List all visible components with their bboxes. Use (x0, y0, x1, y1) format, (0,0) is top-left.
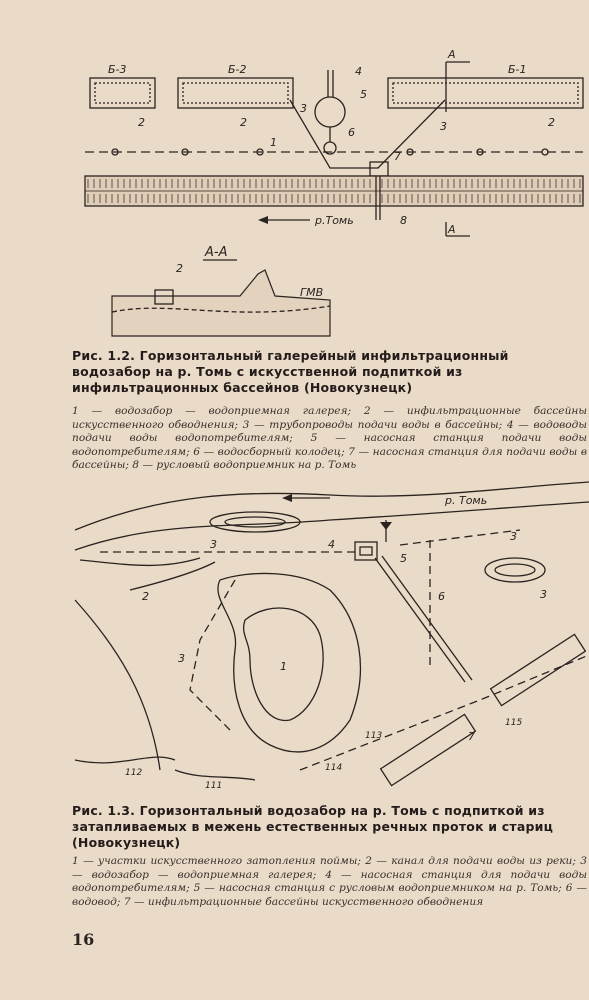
basin-b2-inner (183, 83, 288, 103)
fig13-num-3b: 3 (178, 652, 185, 665)
caption-fig-1-3: Рис. 1.3. Горизонтальный водозабор на р. Томь с подпиткой из затапливаемых в межень естественных речных проток и стариц (Новокузнецк) (72, 803, 554, 850)
num-6: 6 (348, 126, 355, 139)
legend-fig-1-2: 1 — водозабор — водоприемная галерея; 2 — инфильтрационные бассейны искусственного обводнения; 3 — трубопроводы подачи воды в бассейны; 4 — водоводы подачи воды водопотребителям; 5 — насосная станция подачи воды водопотребителям; 6 — водосборный колодец; 7 — насосная станция для подачи воды в бассейны; 8 — русловый водоприемник на р. Томь (72, 405, 587, 471)
fig13-num-1: 1 (280, 660, 287, 673)
island (210, 512, 300, 532)
figure-1-3-drawing (0, 470, 589, 800)
boundary-left (190, 580, 235, 730)
river-label-fig13: р. Томь (445, 494, 488, 507)
water-main-6a (375, 558, 465, 682)
section-marker-a-bottom: А (448, 223, 456, 236)
basin-label-b2: Б-2 (228, 63, 247, 76)
num-7: 7 (394, 150, 401, 163)
fig13-num-3c: 3 (510, 530, 517, 543)
fig13-num-5: 5 (400, 552, 407, 565)
section-marker-a-top: А (448, 48, 456, 61)
pump-station-5 (315, 97, 345, 127)
contour-label-111: 111 (205, 781, 223, 791)
section-num-2: 2 (176, 262, 183, 275)
left-bank (75, 600, 160, 770)
contour-label-113: 113 (365, 731, 383, 741)
num-2c: 2 (548, 116, 555, 129)
contour-label-112: 112 (125, 768, 143, 778)
contour-111 (175, 770, 255, 780)
flood-area-1 (218, 573, 360, 751)
fig13-num-2: 2 (142, 590, 149, 603)
num-4: 4 (355, 65, 362, 78)
gwl-label: ГМВ (300, 286, 324, 299)
cross-section (112, 270, 330, 336)
basin-7a (381, 714, 476, 785)
num-5: 5 (360, 88, 367, 101)
river-label-top: р.Томь (315, 214, 354, 227)
caption-fig-1-2: Рис. 1.2. Горизонтальный галерейный инфильтрационный водозабор на р. Томь с искусственной подпиткой из инфильтрационных бассейнов (Новокузнецк) (72, 348, 509, 395)
pump-station-7 (370, 162, 388, 176)
oxbow (485, 558, 545, 582)
num-3a: 3 (300, 102, 307, 115)
num-8: 8 (400, 214, 407, 227)
fig13-num-6: 6 (438, 590, 445, 603)
fig13-num-3d: 3 (540, 588, 547, 601)
section-title: А-А (205, 245, 228, 260)
page-number: 16 (72, 930, 95, 949)
basin-label-b3: Б-3 (108, 63, 127, 76)
river-bank-north (75, 482, 589, 530)
num-1: 1 (270, 136, 277, 149)
canal-2 (80, 558, 200, 565)
legend-fig-1-3: 1 — участки искусственного затопления поймы; 2 — канал для подачи воды из реки; 3 — водозабор — водоприемная галерея; 4 — насосная станция для подачи воды водопотребителям; 5 — насосная станция с русловым водоприемником на р. Томь; 6 — водовод; 7 — инфильтрационные бассейны искусственного обводнения (72, 855, 587, 908)
basin-b3-inner (95, 83, 150, 103)
figure-1-2-drawing (0, 0, 589, 345)
contour-label-115: 115 (505, 718, 523, 728)
basin-b1-inner (393, 83, 578, 103)
num-2a: 2 (138, 116, 145, 129)
fig13-num-3a: 3 (210, 538, 217, 551)
pipes-to-basins (290, 100, 445, 168)
fig13-num-4: 4 (328, 538, 335, 551)
basin-label-b1: Б-1 (508, 63, 527, 76)
water-main-6b (382, 556, 472, 680)
pump-station-4 (355, 542, 377, 560)
num-2b: 2 (240, 116, 247, 129)
contour-112 (75, 757, 175, 763)
contour-label-114: 114 (325, 763, 343, 773)
basin-7b (491, 634, 586, 705)
boundary-bottom (300, 655, 589, 770)
fig13-num-7: 7 (468, 730, 475, 743)
num-3b: 3 (440, 120, 447, 133)
